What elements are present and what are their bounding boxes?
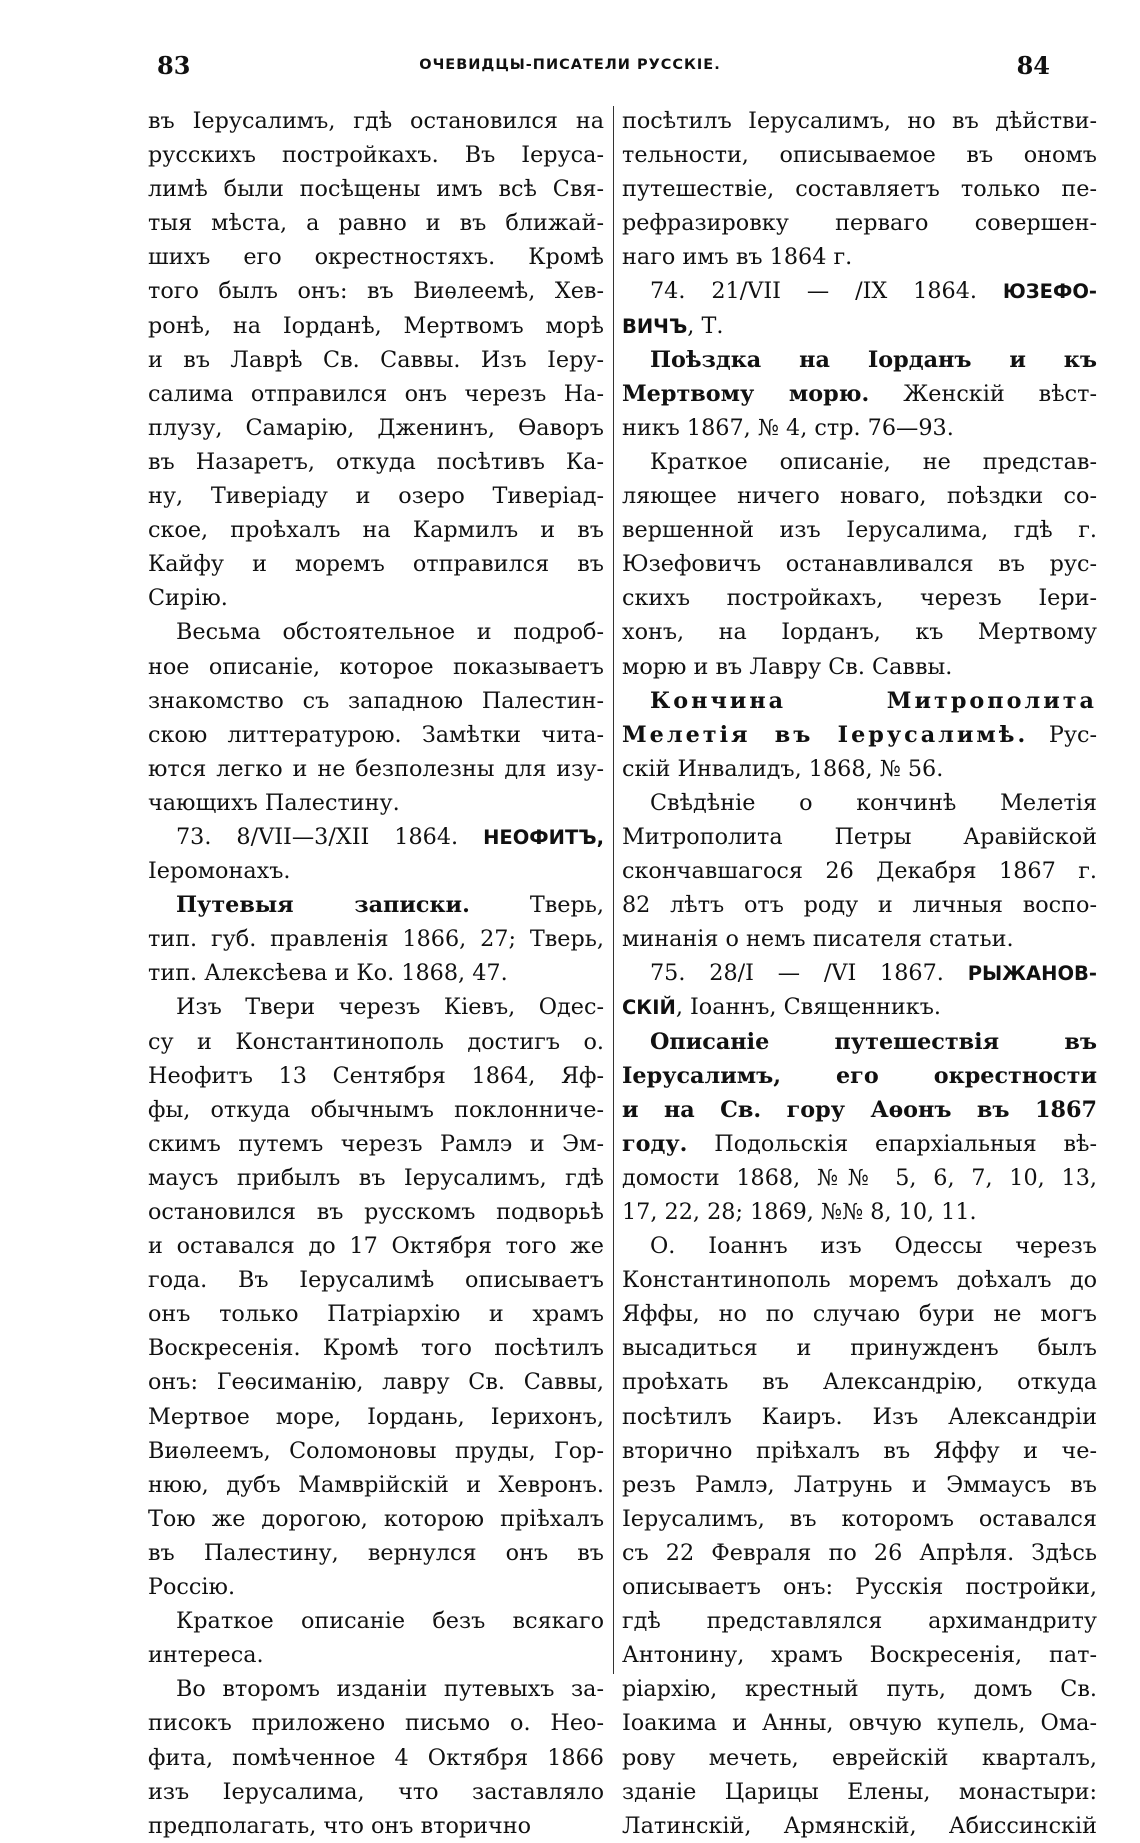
text-line: въ Палестину, вернулся онъ въ — [148, 1539, 604, 1566]
text-line: Во второмъ изданіи путевыхъ за- — [176, 1676, 604, 1703]
text-line: О. Іоаннъ изъ Одессы черезъ — [650, 1233, 1097, 1260]
text-line: 17, 22, 28; 1869, №№ 8, 10, 11. — [622, 1199, 977, 1225]
text-line: Виѳлеемъ, Соломоновы пруды, Гор- — [148, 1437, 604, 1464]
text-line: ріархію, крестный путь, домъ Св. — [622, 1676, 1097, 1703]
text-line: фы, откуда обычнымъ поклонниче- — [148, 1096, 604, 1123]
text-line: наго имъ въ 1864 г. — [622, 244, 853, 271]
entry-number-dates: 74. 21/VII — /IX 1864. — [650, 278, 1003, 305]
text-line: Изъ Твери черезъ Кіевъ, Одес- — [176, 994, 604, 1021]
text-line: плузу, Самарію, Дженинъ, Ѳаворъ — [148, 414, 604, 441]
text-line: домости 1868, №№ 5, 6, 7, 10, 13, — [622, 1164, 1097, 1191]
text-line: зданіе Царицы Елены, монастыри: — [622, 1778, 1097, 1805]
text-line — [622, 309, 1097, 343]
text-line: русскихъ постройкахъ. Въ Іеруса- — [148, 142, 604, 169]
text-line: шихъ его окрестностяхъ. Кромѣ — [148, 244, 604, 271]
running-head — [0, 47, 1140, 87]
text-line: ное описаніе, которое показываетъ — [148, 653, 604, 680]
text-line: хонъ, на Іорданъ, къ Мертвому — [622, 619, 1097, 646]
text-line: Сирію. — [148, 585, 228, 612]
text-line — [148, 888, 604, 922]
text-line: Константинополь моремъ доѣхалъ до — [622, 1267, 1097, 1294]
publication-info: Тверь, — [469, 892, 604, 919]
text-line: ются легко и не безполезны для изу- — [148, 755, 604, 782]
text-line: вторично пріѣхалъ въ Яффу и че- — [622, 1437, 1097, 1464]
text-line: Мертвое море, Іордань, Іерихонъ, — [148, 1403, 604, 1430]
right-column — [622, 104, 1097, 1843]
text-line: минанія о немъ писателя статьи. — [622, 926, 1014, 953]
text-line: су и Константинополь достигъ о. — [148, 1028, 604, 1055]
text-line: Свѣдѣніе о кончинѣ Мелетія — [650, 789, 1097, 816]
text-line: маусъ прибылъ въ Іерусалимъ, гдѣ — [148, 1164, 604, 1191]
text-line: тельности, описываемое въ ономъ — [622, 142, 1097, 169]
text-line: чающихъ Палестину. — [148, 789, 400, 816]
left-column — [148, 104, 604, 1843]
author-details: , Т. — [687, 312, 724, 339]
text-line: съ 22 Февраля по 26 Апрѣля. Здѣсь — [622, 1539, 1097, 1566]
text-line: онъ: Геѳсиманію, лавру Св. Саввы, — [148, 1369, 604, 1396]
text-line: рову мечеть, еврейскій кварталъ, — [622, 1744, 1097, 1771]
text-line: Юзефовичъ останавливался въ рус- — [622, 551, 1097, 578]
text-line: тип. губ. правленія 1866, 27; Тверь, — [148, 926, 604, 953]
page-number-left: 83 — [157, 51, 191, 80]
text-line: скихъ постройкахъ, черезъ Іери- — [622, 585, 1097, 612]
text-line: салима отправился онъ черезъ На- — [148, 380, 604, 407]
text-line: Антонину, храмъ Воскресенія, пат- — [622, 1642, 1097, 1669]
text-line: лимѣ были посѣщены имъ всѣ Свя- — [148, 176, 604, 203]
entry-title: Мертвому морю. — [622, 380, 870, 407]
author-details: , Іоаннъ, Священникъ. — [675, 994, 942, 1021]
text-line: года. Въ Іерусалимѣ описываетъ — [148, 1267, 604, 1294]
entry-number-dates: 75. 28/I — /VI 1867. — [650, 960, 968, 987]
text-line: скончавшагося 26 Декабря 1867 г. — [622, 858, 1097, 885]
text-line: изъ Іерусалима, что заставляло — [148, 1778, 604, 1805]
text-line: Воскресенія. Кромѣ того посѣтилъ — [148, 1335, 604, 1362]
text-line: и въ Лаврѣ Св. Саввы. Изъ Іеру- — [148, 346, 604, 373]
text-line: Іеромонахъ. — [148, 858, 291, 885]
text-line: скій Инвалидъ, 1868, № 56. — [622, 755, 944, 782]
running-title: ОЧЕВИДЦЫ-ПИСАТЕЛИ РУССКІЕ. — [419, 57, 721, 73]
text-line: ронѣ, на Іорданѣ, Мертвомъ морѣ — [148, 312, 604, 339]
text-line: скимъ путемъ черезъ Рамлэ и Эм- — [148, 1130, 604, 1157]
entry-title: Мелетія въ Іерусалимѣ. — [622, 721, 1029, 748]
text-line: 82 лѣтъ отъ роду и личныя воспо- — [622, 892, 1097, 919]
entry-title-line: Поѣздка на Іорданъ и къ — [650, 346, 1097, 373]
text-line: тип. Алексѣева и Ко. 1868, 47. — [148, 960, 508, 987]
text-line: посѣтилъ Іерусалимъ, но въ дѣйстви- — [622, 108, 1097, 134]
text-line: вершенной изъ Іерусалима, гдѣ г. — [622, 517, 1097, 544]
text-line: Іерусалимъ, въ которомъ оставался — [622, 1505, 1097, 1532]
entry-title-line: Описаніе путешествія въ — [650, 1028, 1097, 1055]
text-line: знакомство съ западною Палестин- — [148, 687, 604, 714]
text-line: того былъ онъ: въ Виѳлеемѣ, Хев- — [148, 278, 604, 305]
publication-info: Подольскія епархіальныя вѣ- — [687, 1130, 1097, 1157]
text-line: морю и въ Лавру Св. Саввы. — [622, 653, 953, 680]
text-line: Яффы, но по случаю бури не могъ — [622, 1301, 1097, 1328]
text-line — [622, 990, 1097, 1024]
author-name: РЫЖАНОВ- — [967, 962, 1097, 986]
text-line: остановился въ русскомъ подворьѣ — [148, 1199, 604, 1225]
entry-title: году. — [622, 1130, 688, 1157]
text-line: и оставался до 17 Октября того же — [148, 1233, 604, 1260]
text-line: Митрополита Петры Аравійской — [622, 823, 1097, 850]
text-line: Весьма обстоятельное и подроб- — [176, 619, 604, 646]
publication-info: Рус- — [1028, 721, 1097, 748]
text-line: Латинскій, Армянскій, Абиссинскій — [622, 1812, 1097, 1839]
author-name: ЮЗЕФО- — [1002, 280, 1097, 304]
text-line: проѣхать въ Александрію, откуда — [622, 1369, 1097, 1396]
column-divider — [613, 106, 614, 1674]
text-line: высадиться и принужденъ былъ — [622, 1335, 1097, 1362]
text-line: нюю, дубъ Мамврійскій и Хевронъ. — [148, 1471, 604, 1498]
text-line: путешествіе, составляетъ только пе- — [622, 176, 1097, 203]
text-line: ляющее ничего новаго, поѣздки со- — [622, 483, 1097, 510]
text-line — [148, 820, 604, 854]
text-line: Краткое описаніе, не представ- — [650, 448, 1097, 475]
text-line: рефразировку перваго совершен- — [622, 210, 1097, 237]
text-line — [622, 718, 1097, 752]
text-line: предполагать, что онъ вторично — [148, 1812, 532, 1839]
text-line: никъ 1867, № 4, стр. 76—93. — [622, 414, 954, 441]
text-line: тыя мѣста, а равно и въ ближай- — [148, 210, 604, 237]
text-line: посѣтилъ Каиръ. Изъ Александріи — [622, 1403, 1097, 1430]
author-name: СКІЙ — [622, 996, 676, 1020]
text-line: Тою же дорогою, которою пріѣхалъ — [148, 1505, 604, 1532]
entry-number-dates: 73. 8/VII—3/XII 1864. — [176, 823, 484, 850]
text-line: Краткое описаніе безъ всякаго — [176, 1608, 604, 1635]
text-line — [622, 956, 1097, 990]
text-line: фита, помѣченное 4 Октября 1866 — [148, 1744, 604, 1771]
text-line — [622, 274, 1097, 308]
entry-title-line: Кончина Митрополита — [650, 687, 1097, 714]
text-line: ну, Тиверіаду и озеро Тиверіад- — [148, 483, 604, 510]
text-line — [622, 377, 1097, 411]
author-name: НЕОФИТЪ, — [483, 825, 604, 849]
text-line — [622, 1127, 1097, 1161]
text-line: Россію. — [148, 1574, 236, 1601]
author-name: ВИЧЪ — [622, 314, 688, 338]
text-line: Іоакима и Анны, овчую купель, Ома- — [622, 1710, 1097, 1737]
text-line: Неофитъ 13 Сентября 1864, Яф- — [148, 1062, 604, 1089]
entry-title: Путевыя записки. — [176, 892, 470, 919]
text-line: скою литтературою. Замѣтки чита- — [148, 721, 604, 748]
text-line: ское, проѣхалъ на Кармилъ и въ — [148, 517, 604, 544]
page-number-right: 84 — [1016, 51, 1050, 80]
text-line: интереса. — [148, 1642, 264, 1669]
text-line: резъ Рамлэ, Латрунь и Эммаусъ въ — [622, 1471, 1097, 1498]
text-line: гдѣ представлялся архимандриту — [622, 1608, 1097, 1635]
text-line: въ Іерусалимъ, гдѣ остановился на — [148, 108, 604, 134]
entry-title-line: и на Св. гору Аѳонъ въ 1867 — [622, 1096, 1097, 1123]
entry-title-line: Іерусалимъ, его окрестности — [622, 1062, 1097, 1089]
text-line: онъ только Патріархію и храмъ — [148, 1301, 604, 1328]
text-line: писокъ приложено письмо о. Нео- — [148, 1710, 604, 1737]
text-line: Кайфу и моремъ отправился въ — [148, 551, 604, 578]
text-line: описываетъ онъ: Русскія постройки, — [622, 1574, 1097, 1601]
publication-info: Женскій вѣст- — [869, 380, 1097, 407]
text-line: въ Назаретъ, откуда посѣтивъ Ка- — [148, 448, 604, 475]
